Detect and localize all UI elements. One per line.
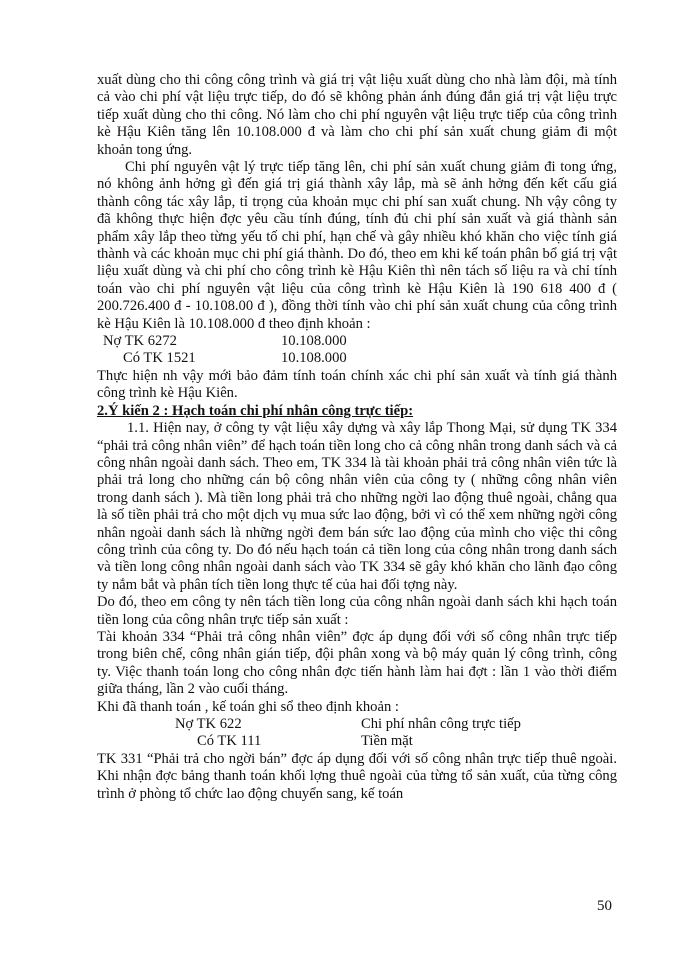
credit-amount: 10.108.000 — [281, 350, 347, 367]
debit-description: Chi phí nhân công trực tiếp — [361, 716, 521, 732]
paragraph: 1.1. Hiện nay, ở công ty vật liệu xây dựng và xây lắp Thong Mại, sử dụng TK 334 “phải trả công nhân viên” để hạch toán tiền long cho cả công nhân trong danh sách và cả công nhân ngoài danh sách. Theo em, TK 334 là tài khoản phải trả công nhân viên tức là phải trả long cho những cán bộ công nhân viên của công ty ( những công nhân viên trong danh sách ). Mà tiền long phải trả cho những ngời lao động thuê ngoài, chẳng qua là số tiền phải trả cho một dịch vụ mua sức lao động, bởi vì có thể xem những ngời công nhân ngoài danh sách là những ngời đem bán sức lao động của mình cho việc thi công công trình của công ty. Do đó nếu hạch toán cả tiền long của công nhân trong danh sách và tiền long công nhân ngoài danh sách vào TK 334 sẽ gây khó khăn cho lãnh đạo công ty nắm bắt và phân tích tiền long thực tế của hai đối tợng này. — [97, 420, 617, 593]
credit-row — [97, 350, 617, 367]
credit-row — [97, 733, 617, 750]
debit-account: Nợ TK 622 — [175, 716, 242, 732]
credit-account: Có TK 111 — [197, 733, 262, 750]
paragraph: xuất dùng cho thi công công trình và giá trị vật liệu xuất dùng cho nhà làm đội, mà tính cả vào chi phí vật liệu trực tiếp, do đó sẽ không phản ánh đúng đắn giá trị vật liệu trực tiếp xuất dùng cho thi công. Nó làm cho chi phí nguyên vật liệu trực tiếp của công trình kè Hậu Kiên tăng lên 10.108.000 đ và làm cho chi phí sản xuất chung giảm đi một khoản tong ứng. — [97, 72, 617, 158]
credit-account: Có TK 1521 — [123, 350, 196, 367]
debit-account: Nợ TK 6272 — [103, 333, 177, 350]
debit-row — [97, 716, 617, 733]
section-heading: 2.Ý kiến 2 : Hạch toán chi phí nhân công trực tiếp: — [97, 402, 414, 419]
debit-amount: 10.108.000 — [281, 333, 347, 350]
paragraph: TK 331 “Phải trả cho ngời bán” đợc áp dụng đối với số công nhân trực tiếp thuê ngoài. Khi nhận đợc bảng thanh toán khối lợng thuê ngoài của từng tổ sản xuất, của từng công trình ở phòng tổ chức lao động chuyển sang, kế toán — [97, 750, 617, 802]
journal-entry — [97, 333, 617, 368]
paragraph: Thực hiện nh vậy mới bảo đảm tính toán chính xác chi phí sản xuất và tính giá thành công trình kè Hậu Kiên. — [97, 367, 617, 402]
paragraph: Tài khoản 334 “Phải trả công nhân viên” đợc áp dụng đối với số công nhân trực tiếp trong biên chế, công nhân gián tiếp, đội phân xong và bộ máy quản lý công trình, công ty. Việc thanh toán long cho công nhân đợc tiến hành làm hai đợt : lần 1 vào thời điểm giữa tháng, lần 2 vào cuối tháng. — [97, 628, 617, 698]
document-page — [97, 72, 617, 803]
debit-row — [97, 333, 617, 350]
page-number: 50 — [597, 898, 612, 914]
paragraph: Chi phí nguyên vật lý trực tiếp tăng lên, chi phí sản xuất chung giảm đi tong ứng, nó không ảnh hởng gì đến giá trị giá thành xây lắp, mà sẽ ảnh hởng đến kết cấu giá thành công tác xây lắp, tỉ trọng của khoản mục chi phí san xuất chung. Nh vậy công ty đã không thực hiện đợc yêu cầu tính đúng, tính đủ chi phí sản xuất và giá thành sản phẩm xây lắp theo từng yếu tố chi phí, hạn chế và gây nhiều khó khăn cho việc tính giá thành và các khoản mục chi phí giá thành. Do đó, theo em khi kế toán phân bổ giá trị vật liệu xuất dùng và chi phí cho công trình kè Hậu Kiên thì nên tách số liệu ra và chỉ tính toán vào chi phí nguyên vật liệu của công trình kè Hậu Kiên là 190 618 400 đ ( 200.726.400 đ - 10.108.00 đ ), đồng thời tính vào chi phí sản xuất chung của công trình kè Hậu Kiên là 10.108.000 đ theo định khoản : — [97, 159, 617, 332]
journal-entry — [97, 716, 617, 751]
credit-description: Tiền mặt — [361, 733, 413, 750]
paragraph: Do đó, theo em công ty nên tách tiền long của công nhân ngoài danh sách khi hạch toán tiền long của công nhân trực tiếp sản xuất : — [97, 594, 617, 628]
paragraph: Khi đã thanh toán , kế toán ghi sổ theo định khoản : — [97, 698, 399, 715]
